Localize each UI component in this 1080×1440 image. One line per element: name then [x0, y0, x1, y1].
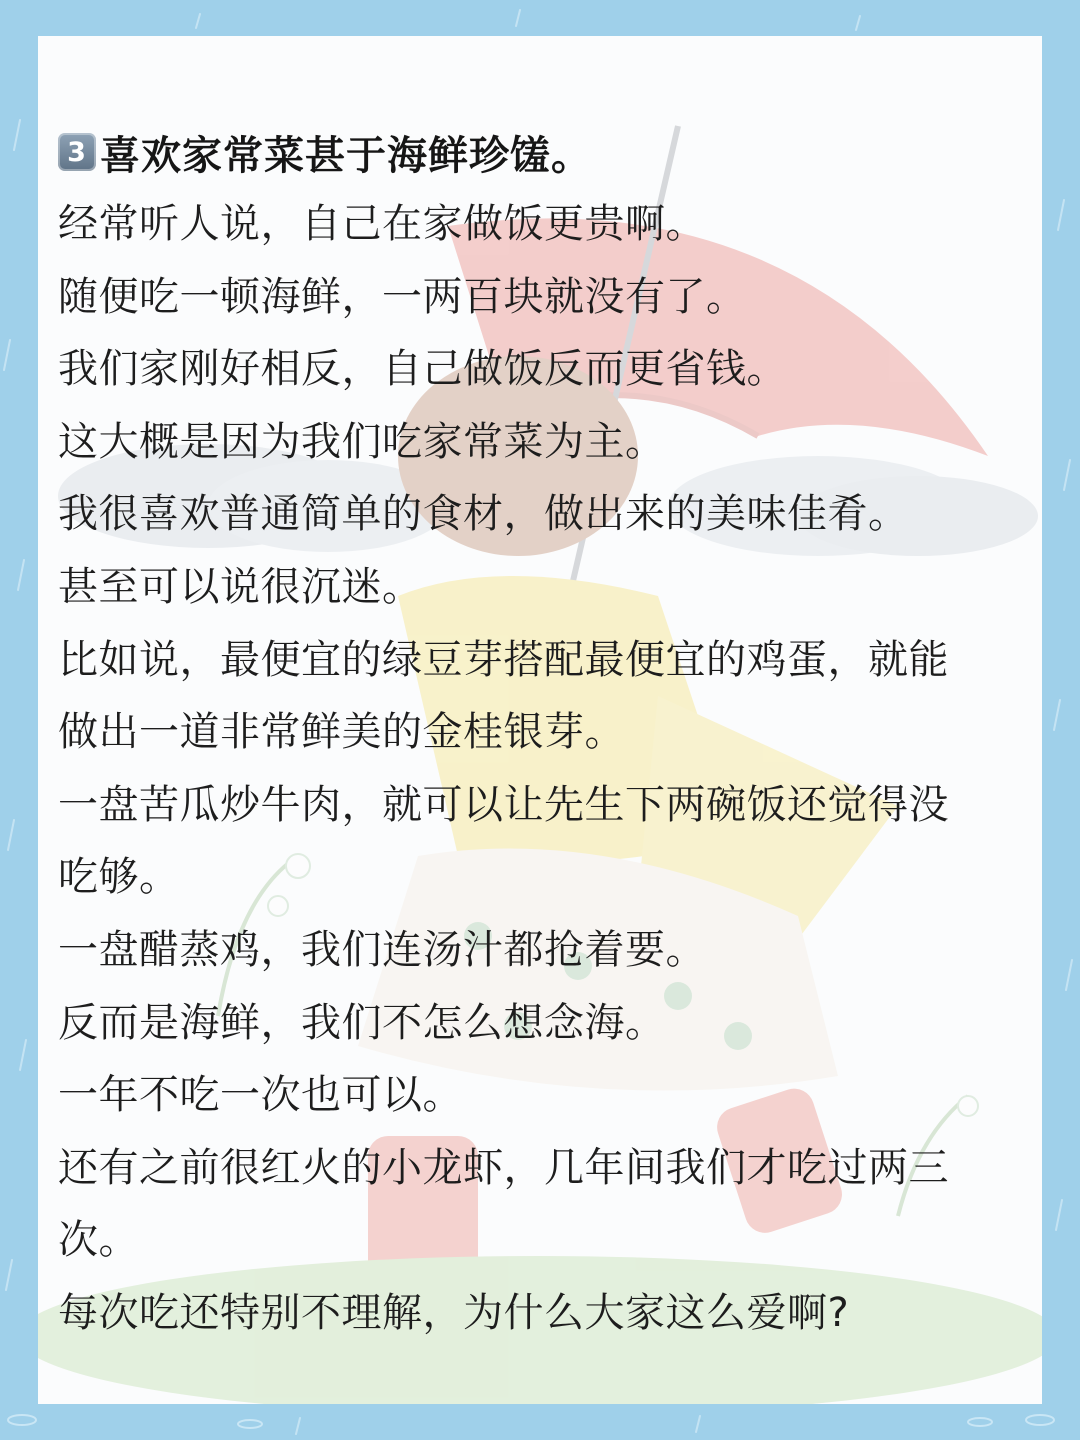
- content-card: [38, 36, 1042, 1404]
- section-heading: [58, 116, 1018, 188]
- text-line: 甚至可以说很沉迷。: [58, 563, 423, 610]
- text-line: 随便吃一顿海鲜，一两百块就没有了。: [58, 273, 747, 320]
- text-line: 经常听人说，自己在家做饭更贵啊。: [58, 201, 706, 247]
- text-line: 吃够。: [58, 854, 180, 901]
- text-line: 每次吃还特别不理解，为什么大家这么爱啊?: [58, 1289, 850, 1336]
- text-line: 一年不吃一次也可以。: [58, 1072, 463, 1119]
- text-line: 还有之前很红火的小龙虾，几年间我们才吃过两三: [58, 1144, 949, 1191]
- text-line: 一盘苦瓜炒牛肉，就可以让先生下两碗饭还觉得没: [58, 781, 949, 828]
- text-line: 次。: [58, 1217, 139, 1264]
- text-line: 做出一道非常鲜美的金桂银芽。: [58, 709, 625, 756]
- text-line: 我很喜欢普通简单的食材，做出来的美味佳肴。: [58, 491, 909, 538]
- text-line: 比如说，最便宜的绿豆芽搭配最便宜的鸡蛋，就能: [58, 636, 949, 683]
- heading-title: 喜欢家常菜甚于海鲜珍馐。: [100, 132, 592, 179]
- text-line: 反而是海鲜，我们不怎么想念海。: [58, 999, 666, 1046]
- text-line: 这大概是因为我们吃家常菜为主。: [58, 418, 666, 465]
- text-line: 我们家刚好相反，自己做饭反而更省钱。: [58, 346, 787, 393]
- keycap-number-icon: 3: [58, 133, 96, 171]
- post-text: [58, 116, 1018, 1350]
- text-line: 一盘醋蒸鸡，我们连汤汁都抢着要。: [58, 926, 706, 973]
